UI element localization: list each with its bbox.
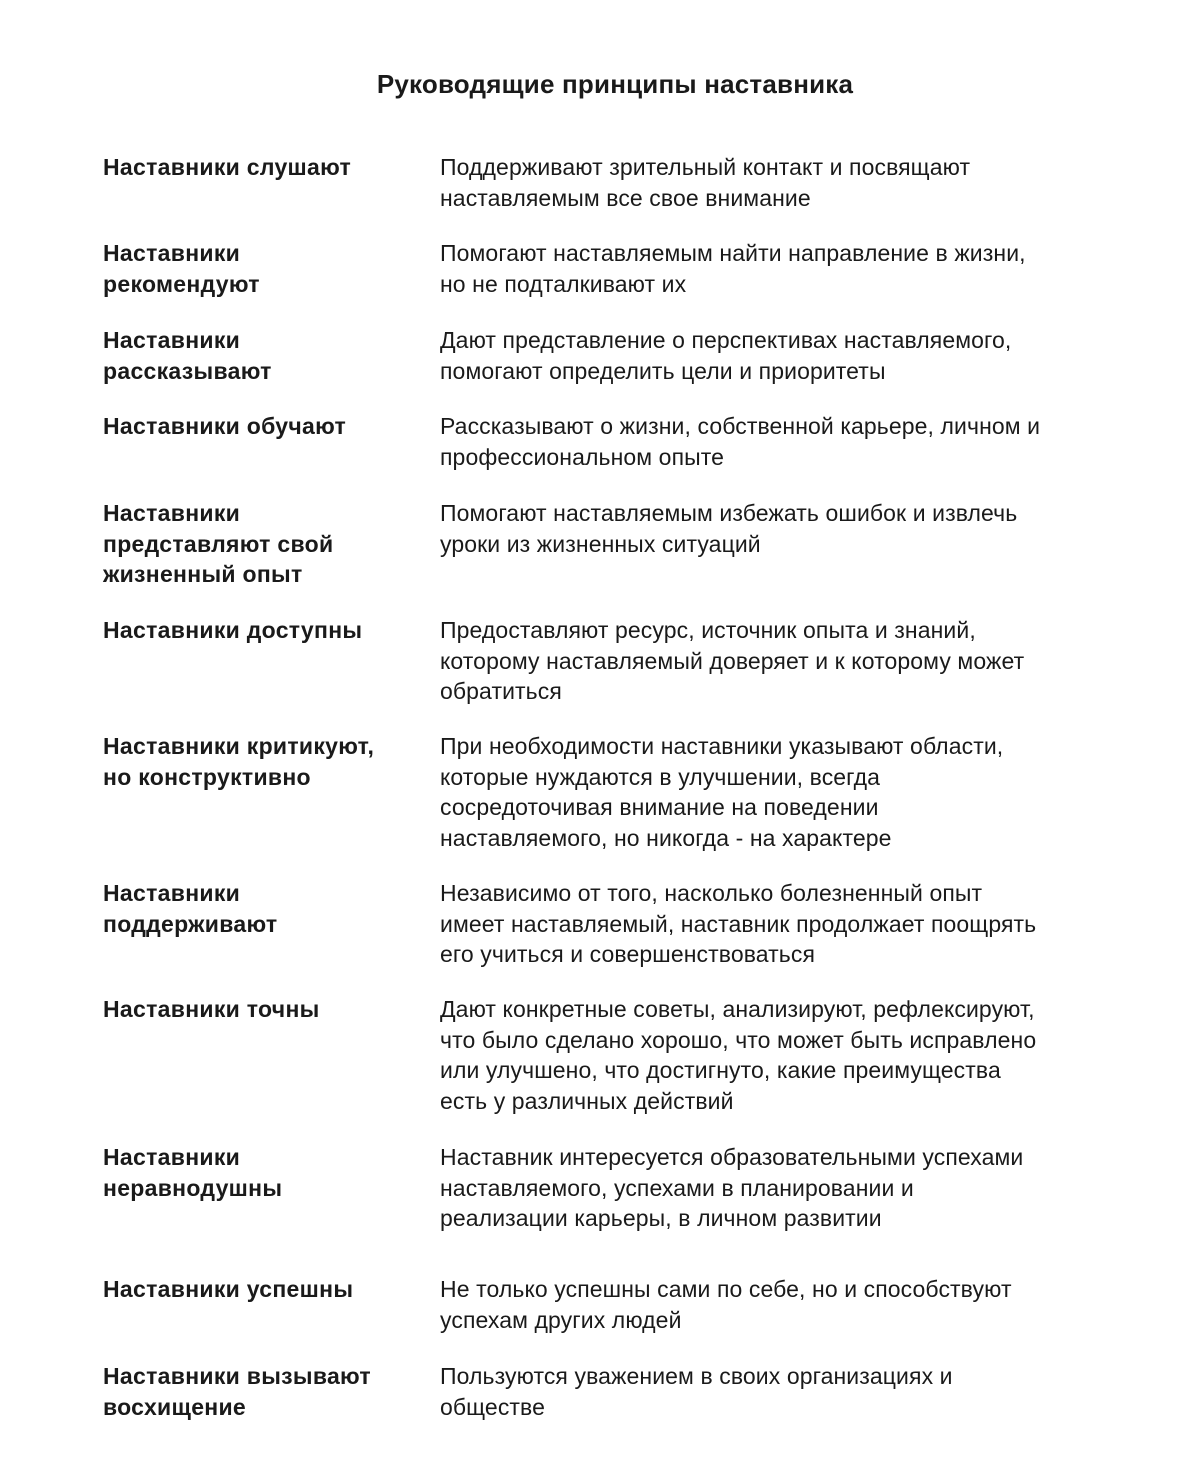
principle-description (440, 1142, 1140, 1234)
description-line: Рассказывают о жизни, собственной карьере, личном и (440, 413, 1041, 439)
page-title: Руководящие принципы наставника (376, 69, 854, 99)
description-line: его учиться и совершенствоваться (440, 941, 816, 967)
description-line: помогают определить цели и приоритеты (440, 357, 886, 384)
description-line: Помогают наставляемым найти направление в жизни, (440, 240, 1026, 266)
principle-term (103, 498, 423, 590)
principle-description (440, 615, 1140, 707)
description-line: наставляемого, но никогда - на характере (440, 824, 892, 851)
term-line: жизненный опыт (103, 561, 303, 587)
principle-description (440, 238, 1140, 299)
principle-description (440, 498, 1140, 559)
description-line: которому наставляемый доверяет и к которому может (440, 647, 1025, 674)
description-line: или улучшено, что достигнуто, какие преимущества (440, 1057, 1001, 1083)
term-line: Наставники критикуют, (103, 733, 375, 759)
term-line: Наставники точны (103, 996, 320, 1022)
description-line: наставляемым все свое внимание (440, 184, 811, 211)
description-line: Предоставляют ресурс, источник опыта и знаний, (440, 617, 976, 643)
principle-description (440, 994, 1140, 1116)
description-line: Дают представление о перспективах наставляемого, (440, 327, 1012, 353)
description-line: При необходимости наставники указывают области, (440, 733, 1004, 759)
principle-description (440, 325, 1140, 386)
principle-term (103, 878, 423, 939)
principle-term (103, 238, 423, 299)
term-line: Наставники вызывают (103, 1363, 371, 1389)
term-line: неравнодушны (103, 1174, 283, 1201)
description-line: сосредоточивая внимание на поведении (440, 794, 879, 820)
principle-term (103, 994, 423, 1025)
term-line: Наставники (103, 327, 241, 353)
principle-term (103, 152, 423, 183)
principle-term (103, 411, 423, 442)
principle-term (103, 1361, 423, 1422)
term-line: Наставники слушают (103, 154, 352, 180)
principle-term (103, 731, 423, 792)
term-line: представляют свой (103, 530, 334, 557)
term-line: Наставники (103, 880, 241, 906)
description-line: обществе (440, 1393, 546, 1420)
description-line: Наставник интересуется образовательными успехами (440, 1144, 1024, 1170)
principle-term (103, 325, 423, 386)
principle-description (440, 411, 1140, 472)
term-line: Наставники доступны (103, 617, 363, 643)
description-line: профессиональном опыте (440, 443, 725, 470)
term-line: рекомендуют (103, 270, 260, 297)
description-line: уроки из жизненных ситуаций (440, 530, 761, 557)
term-line: Наставники успешны (103, 1276, 354, 1302)
principle-description (440, 1361, 1140, 1422)
principle-description (440, 1274, 1140, 1335)
principle-description (440, 878, 1140, 970)
term-line: рассказывают (103, 357, 272, 384)
description-line: Независимо от того, насколько болезненный опыт (440, 880, 983, 906)
term-line: Наставники (103, 240, 241, 266)
description-line: успехам других людей (440, 1306, 682, 1333)
description-line: но не подталкивают их (440, 270, 687, 297)
term-line: Наставники (103, 500, 241, 526)
principle-term (103, 1274, 423, 1305)
description-line: имеет наставляемый, наставник продолжает поощрять (440, 910, 1037, 937)
description-line: реализации карьеры, в личном развитии (440, 1205, 882, 1231)
description-line: которые нуждаются в улучшении, всегда (440, 763, 881, 790)
description-line: Помогают наставляемым избежать ошибок и извлечь (440, 500, 1018, 526)
principle-term (103, 615, 423, 646)
principle-description (440, 731, 1140, 853)
description-line: что было сделано хорошо, что может быть исправлено (440, 1026, 1037, 1053)
term-line: Наставники (103, 1144, 241, 1170)
description-line: наставляемого, успехами в планировании и (440, 1174, 914, 1201)
term-line: восхищение (103, 1393, 247, 1420)
description-line: Дают конкретные советы, анализируют, рефлексируют, (440, 996, 1035, 1022)
term-line: поддерживают (103, 910, 278, 937)
description-line: обратиться (440, 678, 562, 704)
term-line: Наставники обучают (103, 413, 347, 439)
description-line: Не только успешны сами по себе, но и способствуют (440, 1276, 1012, 1302)
description-line: Поддерживают зрительный контакт и посвящают (440, 154, 971, 180)
principle-term (103, 1142, 423, 1203)
description-line: есть у различных действий (440, 1087, 734, 1114)
description-line: Пользуются уважением в своих организациях и (440, 1363, 953, 1389)
principle-description (440, 152, 1140, 213)
term-line: но конструктивно (103, 763, 311, 790)
